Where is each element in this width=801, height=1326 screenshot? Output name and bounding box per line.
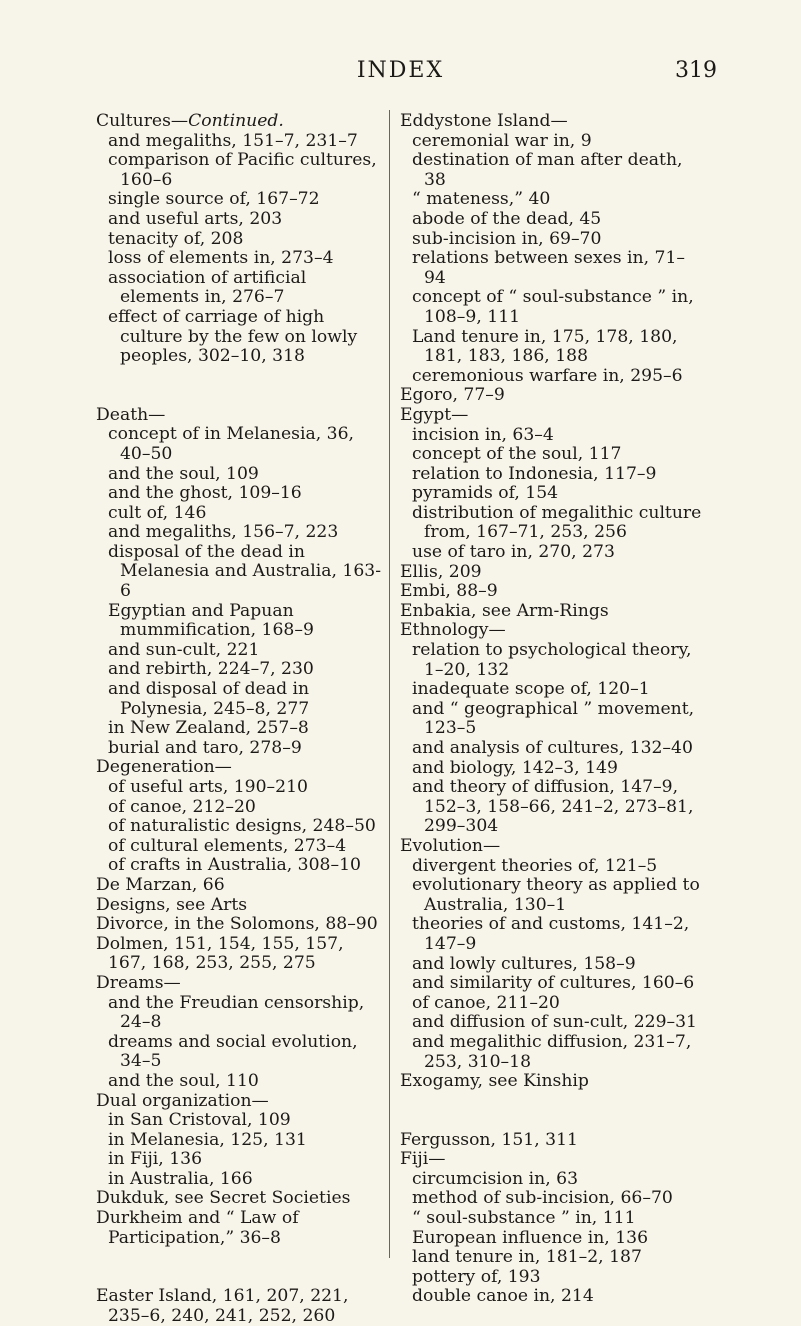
entry-text: ceremonial war in, 9: [412, 130, 592, 151]
index-subentry: [400, 210, 706, 230]
index-subentry: [400, 465, 706, 485]
index-subentry: [400, 426, 706, 446]
entry-text: and megalithic diffusion, 231–7, 253, 310–18: [412, 1031, 692, 1072]
entry-text: concept of “ soul-substance ” in, 108–9, 111: [412, 287, 694, 327]
index-subentry: [96, 1170, 382, 1190]
index-subentry: [400, 132, 706, 152]
entry-text: in San Cristoval, 109: [108, 1110, 291, 1131]
entry-text: destination of man after death, 38: [412, 150, 683, 190]
entry-text: and sun-cult, 221: [108, 639, 260, 660]
index-heading: [400, 406, 706, 426]
entry-text: “ mateness,” 40: [412, 189, 551, 210]
entry-text: and rebirth, 224–7, 230: [108, 659, 314, 680]
entry-text: and megaliths, 156–7, 223: [108, 522, 339, 543]
index-subentry: [96, 269, 382, 308]
index-subentry: [400, 955, 706, 975]
entry-text: Dreams—: [96, 972, 181, 993]
entry-text: of naturalistic designs, 248–50: [108, 816, 376, 837]
entry-text: and the soul, 109: [108, 463, 259, 484]
index-subentry: [400, 974, 706, 994]
entry-text: land tenure in, 181–2, 187: [412, 1247, 642, 1268]
index-heading: [96, 1189, 382, 1209]
index-heading: [400, 386, 706, 406]
index-subentry: [96, 230, 382, 250]
entry-text: association of artificial elements in, 276–7: [108, 267, 307, 308]
entry-text: Dukduk, see Secret Societies: [96, 1188, 351, 1209]
index-subentry: [400, 484, 706, 504]
index-subentry: [96, 837, 382, 857]
index-heading: [400, 582, 706, 602]
index-heading: [400, 621, 706, 641]
entry-text: Divorce, in the Solomons, 88–90: [96, 914, 378, 935]
entry-text: Easter Island, 161, 207, 221, 235–6, 240, 241, 252, 260: [96, 1286, 349, 1326]
index-subentry: [400, 1013, 706, 1033]
index-subentry: [96, 660, 382, 680]
entry-text: Dolmen, 151, 154, 155, 157, 167, 168, 253, 255, 275: [96, 933, 344, 974]
entry-text: in Australia, 166: [108, 1168, 253, 1189]
index-subentry: [400, 1248, 706, 1268]
index-heading: [96, 935, 382, 974]
page-number: 319: [675, 58, 717, 83]
entry-text: concept of the soul, 117: [412, 444, 622, 465]
entry-text: Ellis, 209: [400, 561, 482, 582]
entry-text: Egoro, 77–9: [400, 385, 505, 406]
entry-text: and lowly cultures, 158–9: [412, 953, 636, 974]
entry-text: of useful arts, 190–210: [108, 777, 308, 797]
index-subentry: [96, 817, 382, 837]
entry-text: pottery of, 193: [412, 1266, 541, 1287]
index-subentry: [400, 739, 706, 759]
entry-text: inadequate scope of, 120–1: [412, 679, 650, 700]
index-subentry: [400, 367, 706, 387]
index-subentry: [400, 759, 706, 779]
index-subentry: [96, 680, 382, 719]
entry-text: use of taro in, 270, 273: [412, 542, 615, 563]
index-subentry: [400, 151, 706, 190]
entry-text: and the ghost, 109–16: [108, 483, 302, 504]
entry-text: relations between sexes in, 71–94: [412, 248, 686, 288]
index-subentry: [400, 190, 706, 210]
section-gap: [400, 1092, 706, 1131]
index-subentry: [400, 1287, 706, 1307]
index-subentry: [96, 151, 382, 190]
index-subentry: [400, 445, 706, 465]
index-subentry: [96, 523, 382, 543]
entry-text: European influence in, 136: [412, 1227, 649, 1248]
entry-text: Fiji—: [400, 1149, 446, 1170]
entry-text: circumcision in, 63: [412, 1168, 579, 1189]
index-column-left: [96, 112, 382, 1326]
index-subentry: [400, 915, 706, 954]
index-subentry: [96, 210, 382, 230]
entry-text: effect of carriage of high culture by the few on lowly peoples, 302–10, 318: [108, 306, 358, 367]
entry-text: in Fiji, 136: [108, 1149, 203, 1170]
entry-text: tenacity of, 208: [108, 228, 244, 249]
page-header: [0, 58, 801, 90]
entry-text: abode of the dead, 45: [412, 208, 602, 229]
section-gap: [96, 1248, 382, 1287]
entry-text: Evolution—: [400, 835, 501, 856]
index-subentry: [400, 328, 706, 367]
index-subentry: [96, 994, 382, 1033]
entry-text: Ethnology—: [400, 620, 506, 641]
index-subentry: [96, 798, 382, 818]
index-subentry: [96, 1072, 382, 1092]
index-subentry: [400, 994, 706, 1014]
index-subentry: [400, 778, 706, 837]
entry-text: and disposal of dead in Polynesia, 245–8, 277: [108, 679, 310, 719]
entry-text: theories of and customs, 141–2, 147–9: [412, 914, 690, 954]
entry-text: double canoe in, 214: [412, 1286, 594, 1307]
section-gap: [96, 367, 382, 406]
entry-text: divergent theories of, 121–5: [412, 855, 658, 876]
entry-text: in New Zealand, 257–8: [108, 718, 309, 739]
index-heading: [400, 837, 706, 857]
index-heading: [400, 563, 706, 583]
index-subentry: [96, 602, 382, 641]
index-subentry: [96, 484, 382, 504]
entry-text: “ soul-substance ” in, 111: [412, 1208, 636, 1229]
index-subentry: [96, 719, 382, 739]
index-subentry: [400, 1189, 706, 1209]
index-subentry: [96, 543, 382, 602]
entry-text: Durkheim and “ Law of Participation,” 36–8: [96, 1208, 299, 1248]
index-subentry: [96, 308, 382, 367]
entry-text: Exogamy, see Kinship: [400, 1071, 589, 1092]
entry-text: and megaliths, 151–7, 231–7: [108, 130, 358, 151]
index-heading: [96, 1287, 382, 1326]
entry-text: Enbakia, see Arm-Rings: [400, 600, 609, 621]
page-title: INDEX: [356, 58, 445, 83]
index-subentry: [400, 1209, 706, 1229]
entry-text: and analysis of cultures, 132–40: [412, 738, 693, 758]
index-subentry: [96, 504, 382, 524]
index-subentry: [400, 641, 706, 680]
index-heading: [96, 406, 382, 426]
entry-text: Embi, 88–9: [400, 581, 498, 602]
entry-text: and theory of diffusion, 147–9, 152–3, 158–66, 241–2, 273–81, 299–304: [412, 777, 694, 837]
index-subentry: [96, 1131, 382, 1151]
entry-text: of crafts in Australia, 308–10: [108, 855, 361, 876]
index-subentry: [400, 1033, 706, 1072]
entry-text: and “ geographical ” movement, 123–5: [412, 698, 695, 739]
entry-text: comparison of Pacific cultures, 160–6: [108, 150, 377, 190]
index-heading: [400, 112, 706, 132]
index-subentry: [96, 1150, 382, 1170]
index-subentry: [96, 425, 382, 464]
index-subentry: [400, 230, 706, 250]
index-subentry: [400, 876, 706, 915]
entry-text: disposal of the dead in Melanesia and Australia, 163- 6: [108, 541, 382, 602]
entry-text: relation to Indonesia, 117–9: [412, 463, 657, 484]
entry-text: De Marzan, 66: [96, 874, 225, 895]
entry-text: Cultures—: [96, 111, 189, 131]
index-subentry: [96, 1033, 382, 1072]
index-column-right: [400, 112, 706, 1307]
index-subentry: [96, 132, 382, 152]
entry-text: and the Freudian censorship, 24–8: [108, 992, 365, 1033]
index-subentry: [400, 680, 706, 700]
entry-text: incision in, 63–4: [412, 424, 554, 445]
entry-text: cult of, 146: [108, 502, 207, 523]
entry-text: and the soul, 110: [108, 1070, 259, 1091]
index-heading: [400, 1072, 706, 1092]
index-subentry: [400, 543, 706, 563]
entry-text: method of sub-incision, 66–70: [412, 1188, 673, 1209]
index-heading: [96, 112, 382, 132]
entry-text: concept of in Melanesia, 36, 40–50: [108, 424, 354, 464]
entry-text: Designs, see Arts: [96, 894, 248, 915]
index-subentry: [96, 778, 382, 798]
entry-text: Egyptian and Papuan mummification, 168–9: [108, 600, 314, 641]
index-subentry: [400, 1229, 706, 1249]
entry-text: pyramids of, 154: [412, 483, 559, 504]
index-heading: [96, 1209, 382, 1248]
index-subentry: [96, 641, 382, 661]
index-subentry: [96, 190, 382, 210]
entry-text: of canoe, 212–20: [108, 796, 256, 817]
index-heading: [96, 876, 382, 896]
index-subentry: [96, 1111, 382, 1131]
entry-text: loss of elements in, 273–4: [108, 248, 334, 269]
entry-text: in Melanesia, 125, 131: [108, 1129, 307, 1150]
index-subentry: [400, 1268, 706, 1288]
entry-text: of cultural elements, 273–4: [108, 835, 347, 856]
entry-text: and biology, 142–3, 149: [412, 757, 618, 778]
entry-text: Eddystone Island—: [400, 111, 568, 131]
index-heading: [96, 896, 382, 916]
entry-text: distribution of megalithic culture from, 167–71, 253, 256: [412, 502, 702, 543]
index-subentry: [400, 1170, 706, 1190]
entry-text: and useful arts, 203: [108, 208, 283, 229]
index-subentry: [400, 504, 706, 543]
entry-text: relation to psychological theory, 1–20, 132: [412, 640, 692, 680]
entry-text: ceremonious warfare in, 295–6: [412, 365, 683, 386]
entry-text: Fergusson, 151, 311: [400, 1129, 578, 1150]
entry-text: Egypt—: [400, 404, 469, 425]
entry-text: single source of, 167–72: [108, 189, 320, 210]
index-heading: [96, 758, 382, 778]
continued-label: Continued.: [188, 111, 284, 131]
index-heading: [96, 1092, 382, 1112]
index-subentry: [96, 465, 382, 485]
index-heading: [96, 915, 382, 935]
entry-text: Land tenure in, 175, 178, 180, 181, 183, 186, 188: [412, 326, 678, 367]
entry-text: Dual organization—: [96, 1090, 269, 1111]
entry-text: of canoe, 211–20: [412, 992, 560, 1013]
index-subentry: [400, 249, 706, 288]
index-subentry: [400, 288, 706, 327]
entry-text: and diffusion of sun-cult, 229–31: [412, 1012, 697, 1033]
column-divider: [389, 110, 390, 1258]
index-heading: [400, 602, 706, 622]
index-heading: [400, 1150, 706, 1170]
entry-text: Death—: [96, 404, 166, 425]
entry-text: sub-incision in, 69–70: [412, 228, 602, 249]
index-heading: [400, 1131, 706, 1151]
index-subentry: [96, 856, 382, 876]
index-subentry: [96, 249, 382, 269]
index-subentry: [400, 857, 706, 877]
index-heading: [96, 974, 382, 994]
entry-text: burial and taro, 278–9: [108, 737, 302, 758]
entry-text: Degeneration—: [96, 757, 232, 778]
entry-text: dreams and social evolution, 34–5: [108, 1031, 358, 1072]
entry-text: evolutionary theory as applied to Australia, 130–1: [412, 875, 700, 915]
index-subentry: [400, 700, 706, 739]
entry-text: and similarity of cultures, 160–6: [412, 973, 695, 994]
index-subentry: [96, 739, 382, 759]
